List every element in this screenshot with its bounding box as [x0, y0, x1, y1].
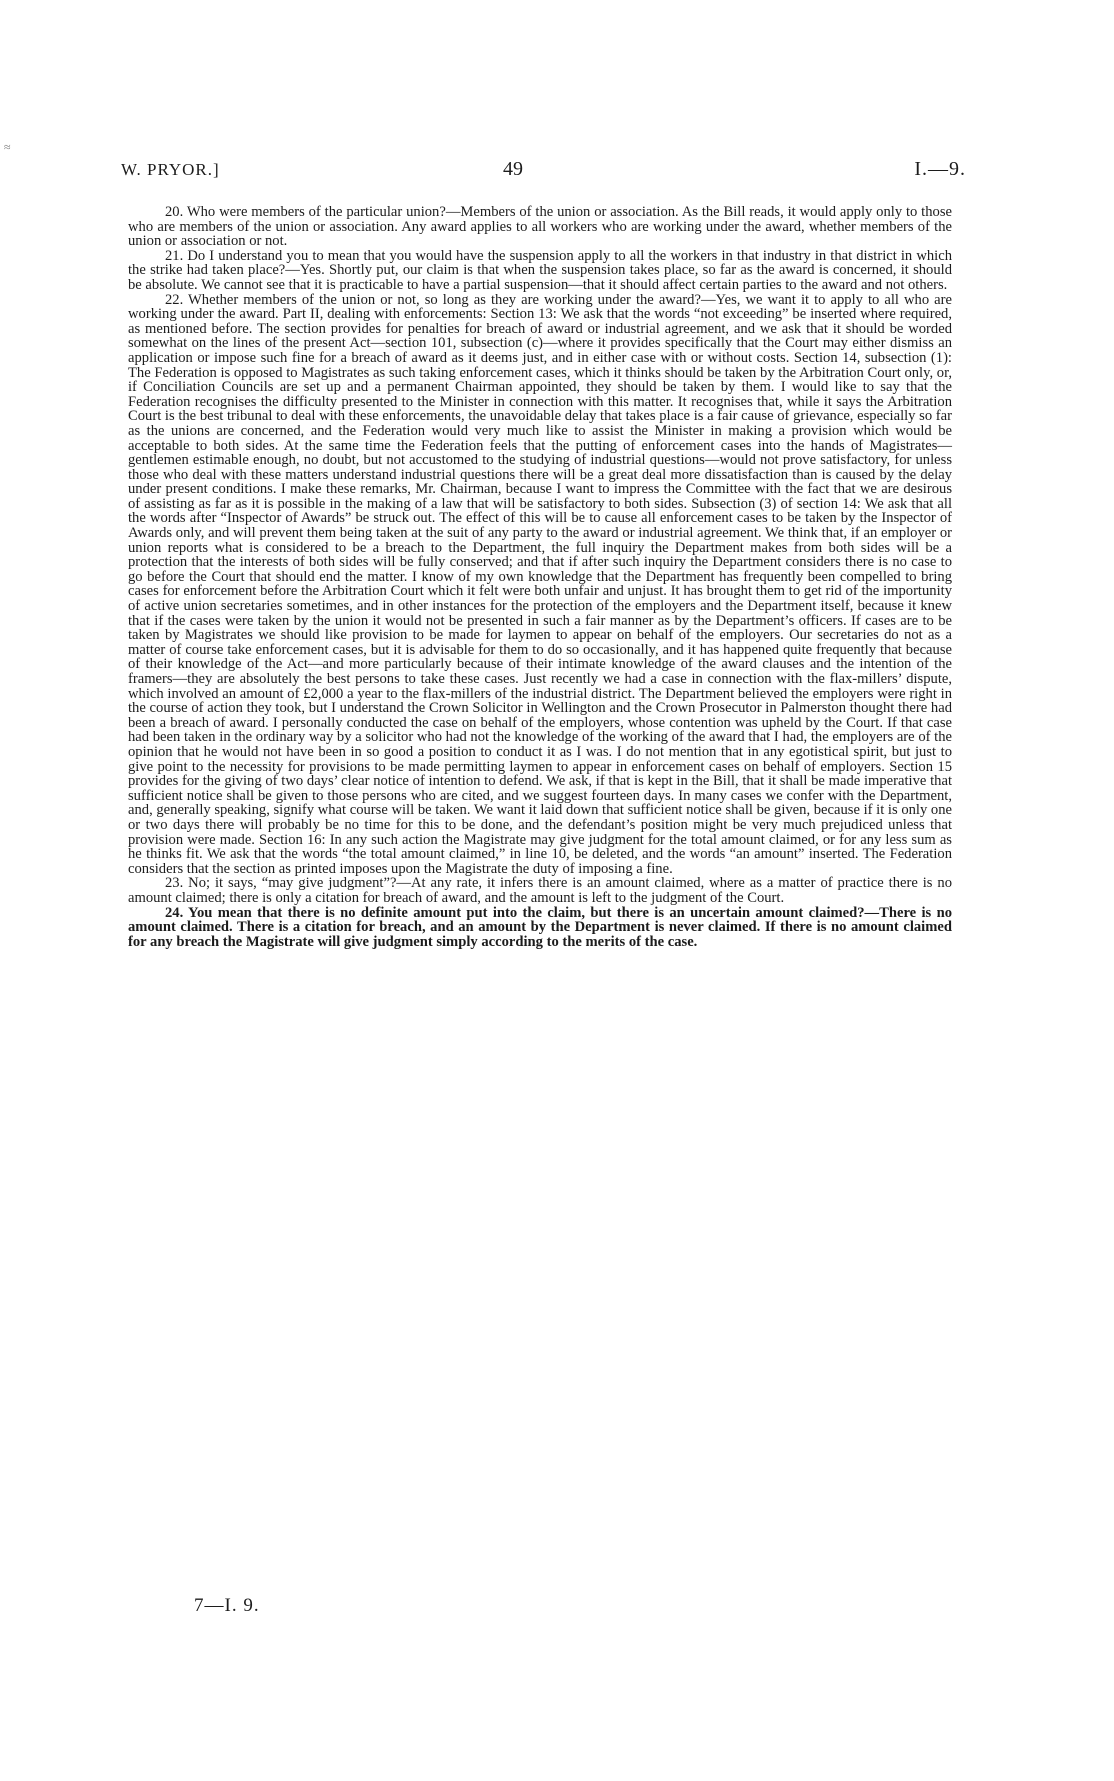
paragraph-21: 21. Do I understand you to mean that you would have the suspension apply to all the workers in that industry in that district in which the strike had taken place?—Yes. Shortly put, our claim is that when the suspension takes place, so far as the award is concerned, it should be absolute. We cannot see that it is practicable to have a partial suspension—that it should affect certain parties to the award and not others. [128, 247, 952, 293]
paragraph-24: 24. You mean that there is no definite amount put into the claim, but there is an uncertain amount claimed?—There is no amount claimed. There is a citation for breach, and an amount by the Department is never claimed. If there is no amount claimed for any breach the Magistrate will give judgment simply according to the merits of the case. [128, 904, 952, 950]
margin-mark: ≈ [4, 140, 11, 154]
document-body [128, 205, 952, 949]
document-reference: I.—9. [914, 158, 966, 180]
signature-mark: 7—I. 9. [194, 1595, 260, 1616]
header-witness-name: W. PRYOR.] [121, 160, 220, 179]
page-number: 49 [503, 158, 523, 180]
paragraph-22: 22. Whether members of the union or not, so long as they are working under the award?—Yes, we want it to apply to all who are working under the award. Part II, dealing with enforcements: Section 13: We ask that the words “not exceeding” be inserted where required, as mentioned before. The section provides for penalties for breach of award or industrial agreement, and we ask that it should be worded somewhat on the lines of the present Act—section 101, subsection (c)—where it provides specifically that the Court may either dismiss an application or impose such fine for a breach of award as it deems just, and in either case with or without costs. Section 14, subsection (1): The Federation is opposed to Magistrates as such taking enforcement cases, which it thinks should be taken by the Arbitration Court only, or, if Conciliation Councils are set up and a permanent Chairman appointed, they should be taken by them. I would like to say that the Federation recognises the difficulty presented to the Minister in connection with this matter. It recognises that, while it says the Arbitration Court is the best tribunal to deal with these enforcements, the unavoidable delay that takes place is a fair cause of grievance, especially so far as the unions are concerned, and the Federation would very much like to assist the Minister in making a provision which would be acceptable to both sides. At the same time the Federation feels that the putting of enforcement cases into the hands of Magistrates—gentlemen estimable enough, no doubt, but not accustomed to the studying of industrial questions—would not prove satisfactory, for unless those who deal with these matters understand industrial questions there will be a great deal more dissatisfaction than is caused by the delay under present conditions. I make these remarks, Mr. Chairman, because I want to impress the Committee with the fact that we are desirous of assisting as far as it is possible in the making of a law that will be satisfactory to both sides. Subsection (3) of section 14: We ask that all the words after “Inspector of Awards” be struck out. The effect of this will be to cause all enforcement cases to be taken by the Inspector of Awards only, and will prevent them being taken at the suit of any party to the award or industrial agreement. We think that, if an employer or union reports what is considered to be a breach to the Department, the full inquiry the Department makes from both sides will be a protection that the interests of both sides will be fully conserved; and that if after such inquiry the Department considers there is no case to go before the Court that should end the matter. I know of my own knowledge that the Department has frequently been compelled to bring cases for enforcement before the Arbitration Court which it felt were both unfair and unjust. It has brought them to get rid of the importunity of active union secretaries sometimes, and in other instances for the protection of the employers and the Department itself, because it knew that if the cases were taken by the union it would not be presented in such a fair manner as by the Department’s officers. If cases are to be taken by Magistrates we should like provision to be made for laymen to appear on behalf of the employers. Our secretaries do not as a matter of course take enforcement cases, but it is advisable for them to do so occasionally, and it has happened quite frequently that because of their knowledge of the Act—and more particularly because of their intimate knowledge of the award clauses and the intention of the framers—they are absolutely the best persons to take these cases. Just recently we had a case in connection with the flax-millers’ dispute, which involved an amount of £2,000 a year to the flax-millers of the industrial district. The Department believed the employers were right in the course of action they took, but I understand the Crown Solicitor in Wellington and the Crown Prosecutor in Palmerston thought there had been a breach of award. I personally conducted the case on behalf of the employers, whose contention was upheld by the Court. If that case had been taken in the ordinary way by a solicitor who had not the knowledge of the working of the award that I had, the employers are of the opinion that he would not have been in so good a position to conduct it as I was. I do not mention that in any egotistical spirit, but just to give point to the necessity for provisions to be made permitting laymen to appear in enforcement cases on behalf of employers. Section 15 provides for the giving of two days’ clear notice of intention to defend. We ask, if that is kept in the Bill, that it shall be made imperative that sufficient notice shall be given to those persons who are cited, and we suggest fourteen days. In many cases we confer with the Department, and, generally speaking, signify what course will be taken. We want it laid down that sufficient notice shall be given, because if it is only one or two days there will probably be no time for this to be done, and the defendant’s position might be very much prejudiced unless that provision were made. Section 16: In any such action the Magistrate may give judgment for the total amount claimed, or for any less sum as he thinks fit. We ask that the words “the total amount claimed,” in line 10, be deleted, and the words “an amount” inserted. The Federation considers that the section as printed imposes upon the Magistrate the duty of imposing a fine. [128, 291, 952, 877]
page-header [121, 160, 966, 186]
paragraph-20: 20. Who were members of the particular union?—Members of the union or association. As the Bill reads, it would apply only to those who are members of the union or association. Any award applies to all workers who are working under the award, whether members of the union or association or not. [128, 204, 952, 250]
paragraph-23: 23. No; it says, “may give judgment”?—At any rate, it infers there is an amount claimed, where as a matter of practice there is no amount claimed; there is only a citation for breach of award, and the amount is left to the judgment of the Court. [128, 875, 952, 906]
